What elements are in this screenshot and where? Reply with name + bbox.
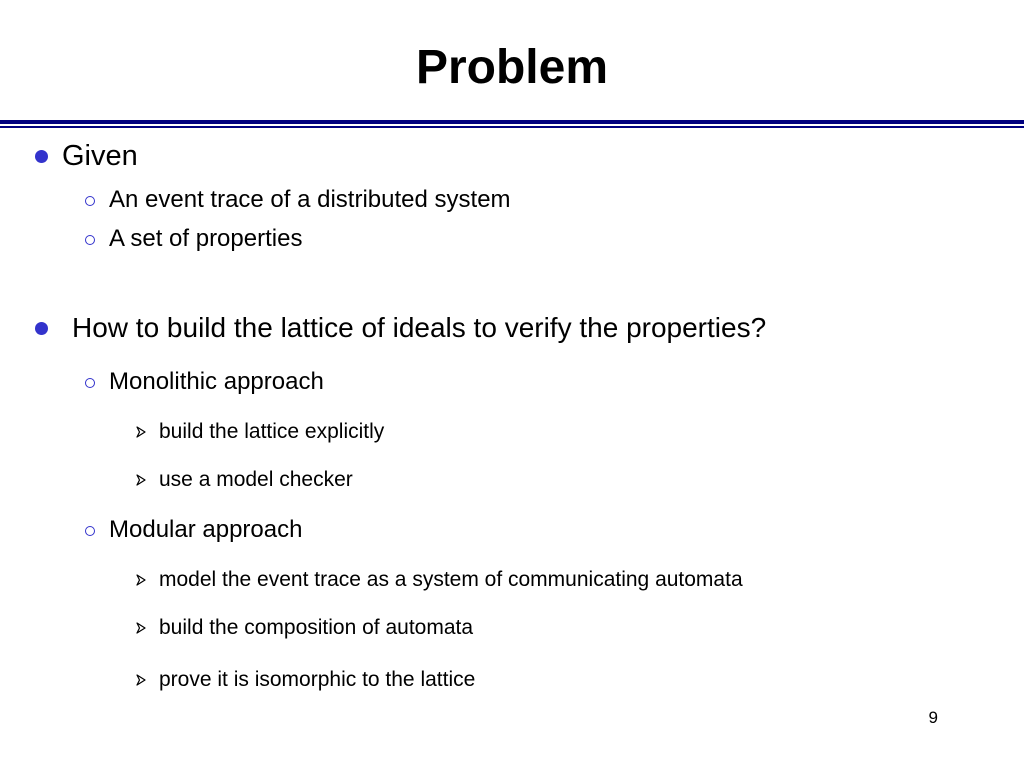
item-build-lattice-explicitly: build the lattice explicitly — [159, 420, 385, 443]
hollow-circle-bullet-icon — [85, 235, 95, 245]
item-build-composition: build the composition of automata — [159, 616, 474, 639]
item-model-checker: use a model checker — [159, 468, 353, 491]
hollow-circle-bullet-icon — [85, 526, 95, 536]
sub-bullet-properties: A set of properties — [109, 225, 303, 252]
filled-circle-bullet-icon — [35, 150, 48, 163]
item-model-event-trace: model the event trace as a system of communicating automata — [159, 568, 743, 591]
sub-bullet-modular: Modular approach — [109, 516, 303, 543]
page-number: 9 — [928, 708, 938, 727]
hollow-circle-bullet-icon — [85, 378, 95, 388]
slide-title: Problem — [415, 41, 609, 94]
arrowhead-bullet-icon — [135, 574, 147, 586]
arrowhead-bullet-icon — [135, 426, 147, 438]
bullet-how-to-build: How to build the lattice of ideals to verify the properties? — [72, 312, 767, 343]
hollow-circle-bullet-icon — [85, 196, 95, 206]
arrowhead-bullet-icon — [135, 622, 147, 634]
sub-bullet-event-trace: An event trace of a distributed system — [109, 186, 511, 213]
arrowhead-bullet-icon — [135, 474, 147, 486]
bullet-given: Given — [62, 140, 138, 172]
arrowhead-bullet-icon — [135, 674, 147, 686]
sub-bullet-monolithic: Monolithic approach — [109, 368, 324, 395]
filled-circle-bullet-icon — [35, 322, 48, 335]
title-divider — [0, 120, 1024, 128]
item-prove-isomorphic: prove it is isomorphic to the lattice — [159, 668, 476, 691]
